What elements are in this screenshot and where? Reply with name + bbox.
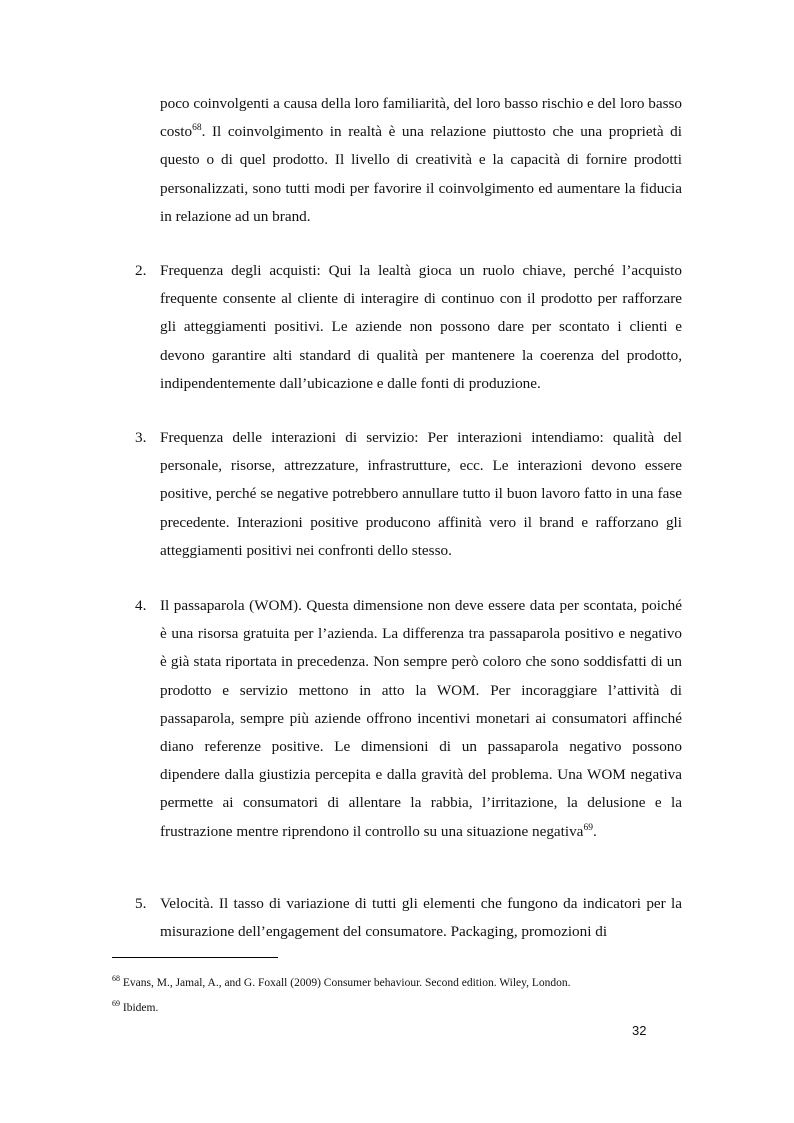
list-item-text-main: Il passaparola (WOM). Questa dimensione non deve essere data per scontata, poiché è una risorsa gratuita per l’azienda. La differenza tra passaparola positivo e negativo è già stata riportata in precedenza. Non sempre però coloro che sono soddisfatti di un prodotto e servizio mettono in atto la WOM. Per incoraggiare l’attività di passaparola, sempre più aziende offrono incentivi monetari ai consumatori affinché diano referenze positive. Le dimensioni di un passaparola negativo possono dipendere dalla giustizia percepita e dalla gravità del problema. Una WOM negativa permette ai consumatori di allentare la rabbia, l’irritazione, la delusione e la frustrazione mentre riprendono il controllo su una situazione negativa (160, 597, 682, 840)
list-item (135, 890, 682, 946)
footnote (112, 1001, 712, 1015)
list-item (135, 592, 682, 846)
list-number: 5. (135, 895, 147, 912)
footnote-text: Evans, M., Jamal, A., and G. Foxall (2009) Consumer behaviour. Second edition. Wiley, London. (122, 977, 571, 989)
list-item (135, 424, 682, 565)
footnote-mark: 69 (112, 999, 120, 1009)
list-number: 4. (135, 597, 147, 614)
list-item-text-tail: . (592, 822, 597, 840)
continued-paragraph (160, 90, 682, 231)
list-number: 3. (135, 429, 147, 446)
footnote (112, 976, 712, 990)
paragraph-text: poco coinvolgenti a causa della loro familiarità, del loro basso rischio e del loro basso costo (160, 95, 682, 141)
list-item-text: Frequenza degli acquisti: Qui la lealtà gioca un ruolo chiave, perché l’acquisto frequente consente al cliente di interagire di continuo con il prodotto per rafforzare gli atteggiamenti positivi. Le aziende non possono dare per scontato i clienti e devono garantire alti standard di qualità per mantenere la coerenza del prodotto, indipendentemente dall’ubicazione e dalle fonti di produzione. (160, 262, 682, 392)
list-number: 2. (135, 262, 147, 279)
footnote-separator (112, 957, 278, 958)
footnote-ref: 68 (192, 123, 202, 134)
list-item (135, 257, 682, 398)
list-item-text (160, 592, 682, 846)
list-item-text: Frequenza delle interazioni di servizio: Per interazioni intendiamo: qualità del personale, risorse, attrezzature, infrastrutture, ecc. Le interazioni devono essere positive, perché se negative potrebbero annullare tutto il buon lavoro fatto in una fase precedente. Interazioni positive producono affinità vero il brand e rafforzano gli atteggiamenti positivi nei confronti dello stesso. (160, 429, 682, 559)
list-item-text: Velocità. Il tasso di variazione di tutti gli elementi che fungono da indicatori per la misurazione dell’engagement del consumatore. Packaging, promozioni di (160, 895, 682, 941)
paragraph-text: . Il coinvolgimento in realtà è una relazione piuttosto che una proprietà di questo o di quel prodotto. Il livello di creatività e la capacità di fornire prodotti personalizzati, sono tutti modi per favorire il coinvolgimento ed aumentare la fiducia in relazione ad un brand. (160, 123, 682, 225)
footnote-ref: 69 (583, 822, 593, 833)
page-number: 32 (632, 1023, 647, 1038)
footnote-text: Ibidem. (122, 1002, 159, 1014)
footnote-mark: 68 (112, 974, 120, 984)
